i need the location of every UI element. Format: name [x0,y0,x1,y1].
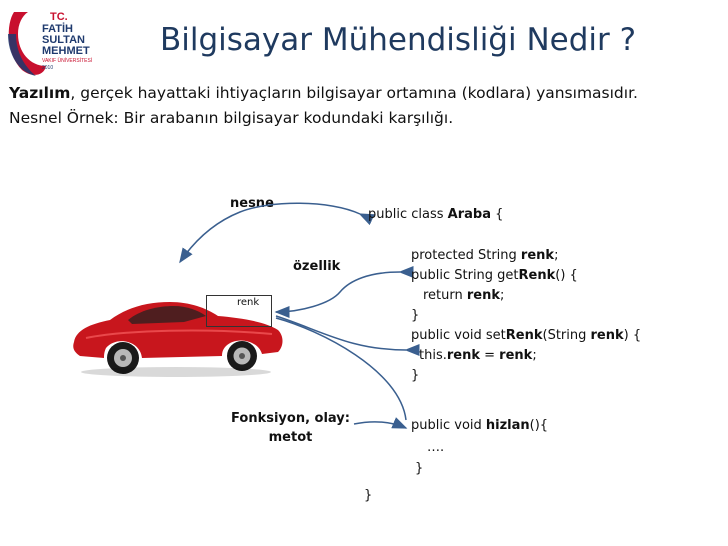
arrow-method [354,422,406,428]
code-identifier: renk [499,348,533,363]
code-setter-decl [411,326,641,346]
code-identifier: Renk [505,328,543,343]
code-text: this. [419,348,447,363]
code-text: public class [368,207,448,222]
code-text: { [490,207,504,222]
code-identifier: renk [520,248,555,263]
code-text: ; [500,288,505,303]
code-class-name: Araba [447,207,491,222]
code-identifier: renk [590,328,624,343]
label-fonksiyon-line1: Fonksiyon, olay: [231,411,350,426]
code-identifier: renk [466,288,501,303]
intro-line-1-rest: , gerçek hayattaki ihtiyaçların bilgisayar ortamına (kodlara) yansımasıdır. [70,84,638,102]
logo-line5: VAKIF ÜNİVERSİTESİ [42,58,93,64]
code-ellipsis: …. [427,440,445,455]
code-text: public String get [411,268,519,283]
intro-line-2: Nesnel Örnek: Bir arabanın bilgisayar kodundaki karşılığı. [9,109,454,127]
logo-line1: TC. [50,11,68,23]
code-text: (){ [529,418,549,433]
logo-line3: SULTAN [42,34,85,46]
label-nesne: nesne [230,196,274,211]
code-method-decl [411,416,548,436]
page-title: Bilgisayar Mühendisliği Nedir ? [160,22,637,58]
code-field-decl [411,246,558,266]
code-text: = [480,348,500,363]
code-close-setter: } [411,368,420,383]
arrow-setter-to-renk [276,316,406,350]
code-text: () { [555,268,578,283]
code-text: ; [554,248,559,263]
label-fonksiyon-line2: metot [268,430,313,445]
code-text: return [423,288,467,303]
code-close-class: } [364,488,373,503]
code-return [423,286,504,306]
code-text: ) { [623,328,642,343]
code-identifier: hizlan [485,418,530,433]
code-identifier: Renk [518,268,556,283]
arrow-nesne [180,203,360,262]
code-text: public void set [411,328,506,343]
logo-line2: FATİH [42,23,73,35]
arrow-method-to-renk [276,318,406,420]
code-text: public void [411,418,486,433]
intro-bold-term: Yazılım [9,84,71,102]
code-assign [419,346,537,366]
code-identifier: renk [446,348,480,363]
logo-line4: MEHMET [42,45,90,57]
code-text: ; [532,348,537,363]
code-text: protected String [411,248,521,263]
logo-line6: 2010 [42,65,54,71]
code-close-method: } [415,461,424,476]
code-getter-decl [411,266,578,286]
renk-label: renk [237,297,260,308]
code-class-decl [368,205,503,225]
arrow-field-to-renk [276,272,400,312]
code-close-getter: } [411,308,420,323]
label-ozellik: özellik [293,259,341,274]
code-text: (String [542,328,591,343]
